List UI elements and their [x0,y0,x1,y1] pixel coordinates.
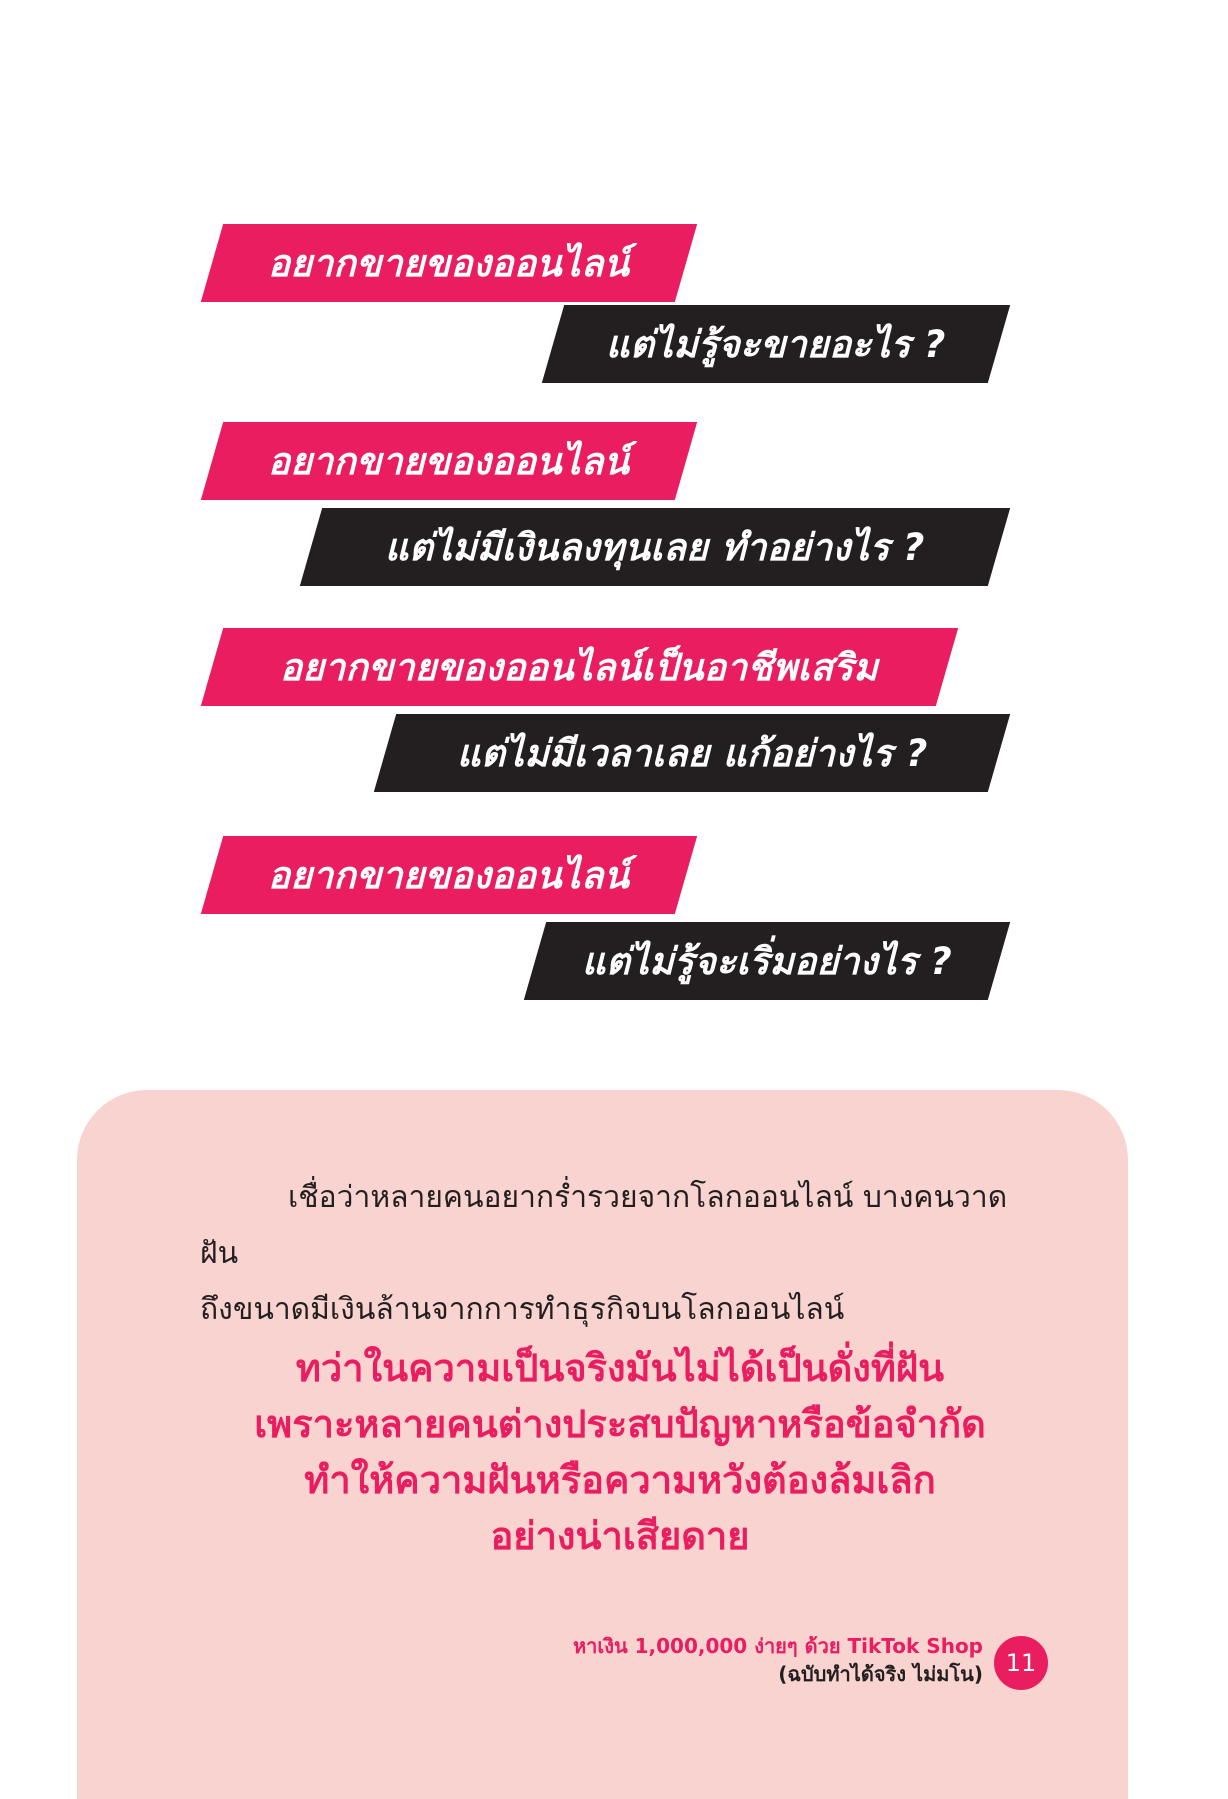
question-3-but-banner [374,714,1010,792]
question-4-but-text: แต่ไม่รู้จะเริ่มอย่างไร ? [581,939,953,983]
intro-line-2: ถึงขนาดมีเงินล้านจากการทำธุรกิจบนโลกออนไลน์ [200,1292,845,1327]
question-4-want-banner [201,836,697,914]
book-title: หาเงิน 1,000,000 ง่ายๆ ด้วย TikTok Shop [572,1634,983,1658]
highlight-paragraph [140,1340,1100,1564]
question-2-want-text: อยากขายของออนไลน์ [268,439,630,483]
question-4-want-text: อยากขายของออนไลน์ [268,853,630,897]
question-1-want-text: อยากขายของออนไลน์ [268,241,630,285]
question-3-want-banner [201,628,958,706]
highlight-line-2: เพราะหลายคนต่างประสบปัญหาหรือข้อจำกัด [254,1402,986,1446]
question-2-but-banner [300,508,1010,586]
question-1-want-banner [201,224,697,302]
intro-paragraph [200,1170,1040,1338]
page-number-badge: 11 [994,1636,1048,1690]
question-1-but-banner [542,305,1010,383]
question-3-want-text: อยากขายของออนไลน์เป็นอาชีพเสริม [280,645,879,689]
highlight-line-4: อย่างน่าเสียดาย [490,1514,750,1558]
intro-line-1: เชื่อว่าหลายคนอยากร่ำรวยจากโลกออนไลน์ บางคนวาดฝัน [200,1180,1008,1271]
question-1-but-text: แต่ไม่รู้จะขายอะไร ? [606,322,946,366]
page-footer [573,1632,983,1688]
question-3-but-text: แต่ไม่มีเวลาเลย แก้อย่างไร ? [456,731,928,775]
question-4-but-banner [524,922,1010,1000]
question-2-but-text: แต่ไม่มีเงินลงทุนเลย ทำอย่างไร ? [385,525,925,569]
book-subtitle: (ฉบับทำได้จริง ไม่มโน) [778,1662,983,1686]
highlight-line-1: ทว่าในความเป็นจริงมันไม่ได้เป็นดั่งที่ฝัน [295,1346,945,1390]
highlight-line-3: ทำให้ความฝันหรือความหวังต้องล้มเลิก [304,1458,936,1502]
question-2-want-banner [201,422,697,500]
